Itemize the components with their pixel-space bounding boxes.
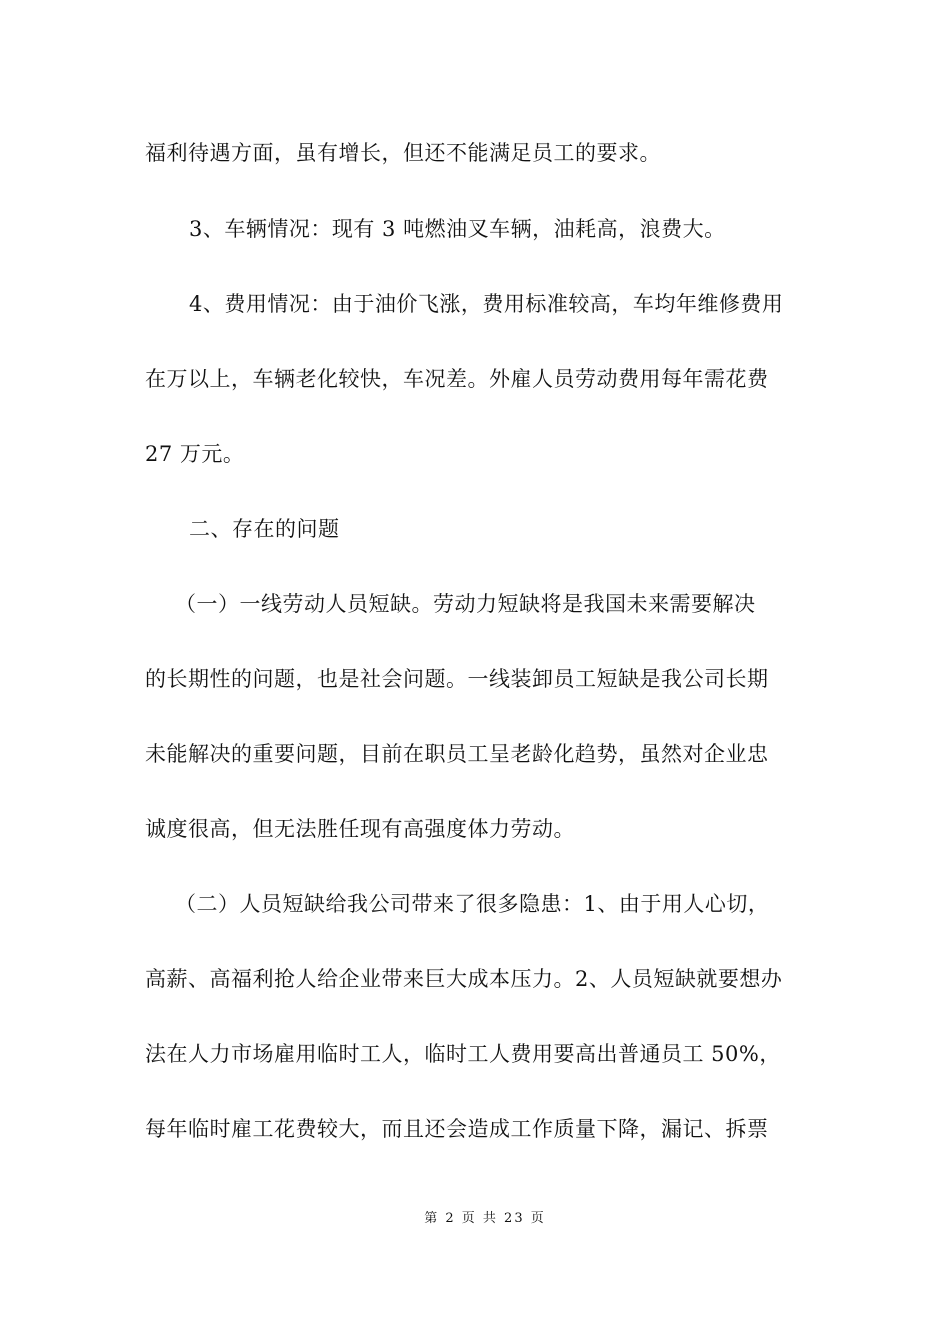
paragraph-line: （二）人员短缺给我公司带来了很多隐患：1、由于用人心切， <box>175 892 770 916</box>
paragraph-line: 3、车辆情况：现有 3 吨燃油叉车辆，油耗高，浪费大。 <box>189 217 726 241</box>
paragraph-line: 在万以上，车辆老化较快，车况差。外雇人员劳动费用每年需花费 <box>145 367 769 391</box>
section-heading: 二、存在的问题 <box>189 517 340 541</box>
paragraph-line: 未能解决的重要问题，目前在职员工呈老龄化趋势，虽然对企业忠 <box>145 742 769 766</box>
page-number-footer: 第 2 页 共 23 页 <box>424 1211 546 1226</box>
paragraph-line: 的长期性的问题，也是社会问题。一线装卸员工短缺是我公司长期 <box>145 667 769 691</box>
paragraph-line: 福利待遇方面，虽有增长，但还不能满足员工的要求。 <box>145 141 661 165</box>
paragraph-line: 4、费用情况：由于油价飞涨，费用标准较高，车均年维修费用 <box>189 292 784 316</box>
paragraph-line: 每年临时雇工花费较大，而且还会造成工作质量下降，漏记、拆票 <box>145 1117 769 1141</box>
paragraph-line: 诚度很高，但无法胜任现有高强度体力劳动。 <box>145 817 575 841</box>
paragraph-line: （一）一线劳动人员短缺。劳动力短缺将是我国未来需要解决 <box>175 592 756 616</box>
paragraph-line: 法在人力市场雇用临时工人，临时工人费用要高出普通员工 50%， <box>145 1042 781 1066</box>
paragraph-line: 高薪、高福利抢人给企业带来巨大成本压力。2、人员短缺就要想办 <box>145 967 783 991</box>
paragraph-line: 27 万元。 <box>145 442 245 466</box>
